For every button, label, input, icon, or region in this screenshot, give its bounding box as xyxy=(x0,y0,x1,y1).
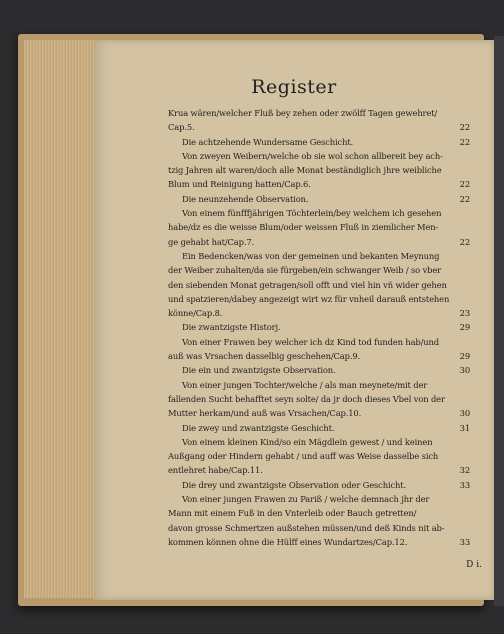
index-entry xyxy=(168,492,470,549)
entry-line xyxy=(168,378,470,392)
page-number: 22 xyxy=(456,135,470,149)
entry-text: Die achtzehende Wundersame Geschicht. xyxy=(182,136,354,147)
entry-text: Blum und Reinigung hatten/Cap.6. xyxy=(168,179,311,190)
entry-line xyxy=(168,220,470,234)
entry-text: Von einer jungen Frawen zu Pariß / welche demnach jhr der xyxy=(182,494,430,505)
entry-line xyxy=(168,320,470,334)
entry-line xyxy=(168,421,470,435)
page-number: 29 xyxy=(456,349,470,363)
index-entry xyxy=(168,206,470,249)
index-entry xyxy=(168,363,470,377)
entry-text: kommen können ohne die Hülff eines Wundartzes/Cap.12. xyxy=(168,536,408,547)
entry-line xyxy=(168,249,470,263)
entry-text: Außgang oder Hindern gehabt / und auff was Weise dasselbe sich xyxy=(168,451,439,462)
entry-text: Von einer Frawen bey welcher ich dz Kind tod funden hab/und xyxy=(182,336,440,347)
index-entry xyxy=(168,435,470,478)
page-edges xyxy=(24,40,95,598)
page-number: 22 xyxy=(456,235,470,249)
entry-line xyxy=(168,263,470,277)
index-entry xyxy=(168,478,470,492)
entry-text: habe/dz es die weisse Blum/oder weissen Fluß in ziemlicher Men- xyxy=(168,222,439,233)
entry-line xyxy=(168,449,470,463)
entry-line xyxy=(168,463,470,477)
entry-line xyxy=(168,478,470,492)
index-list xyxy=(168,106,470,549)
adjacent-page-edge xyxy=(494,36,504,606)
book-page xyxy=(94,40,494,600)
index-entry xyxy=(168,149,470,192)
index-entry xyxy=(168,249,470,320)
entry-line xyxy=(168,349,470,363)
page-number: 29 xyxy=(456,320,470,334)
page-number: 32 xyxy=(456,463,470,477)
entry-text: Cap.5. xyxy=(168,122,195,133)
entry-line xyxy=(168,120,470,134)
entry-line xyxy=(168,177,470,191)
entry-line xyxy=(168,163,470,177)
entry-text: Die zwey und zwantzigste Geschicht. xyxy=(182,422,335,433)
entry-text: könne/Cap.8. xyxy=(168,308,223,319)
entry-line xyxy=(168,292,470,306)
entry-text: ge gehabt hat/Cap.7. xyxy=(168,236,255,247)
entry-text: Von einem fünfffjährigen Töchterlein/bey welchem ich gesehen xyxy=(182,208,442,219)
entry-text: Von einer jungen Tochter/welche / als man meynete/mit der xyxy=(182,379,428,390)
index-entry xyxy=(168,421,470,435)
entry-line xyxy=(168,278,470,292)
index-entry xyxy=(168,335,470,364)
index-entry xyxy=(168,192,470,206)
entry-line xyxy=(168,521,470,535)
entry-text: der Weiber zuhalten/da sie fürgeben/ein schwanger Weib / so vber xyxy=(168,265,442,276)
page-number: 22 xyxy=(456,120,470,134)
entry-line xyxy=(168,192,470,206)
entry-text: Mann mit einem Fuß in den Vnterleib oder Bauch getretten/ xyxy=(168,508,417,519)
page-number: 30 xyxy=(456,406,470,420)
catchword: D i. xyxy=(466,560,482,570)
entry-text: Mutter herkam/und auß was Vrsachen/Cap.10. xyxy=(168,408,362,419)
entry-text: Von einem kleinen Kind/so ein Mägdlein gewest / und keinen xyxy=(182,436,433,447)
page-number: 33 xyxy=(456,535,470,549)
page-header: Register xyxy=(251,76,337,98)
index-entry xyxy=(168,106,470,135)
page-number: 31 xyxy=(456,421,470,435)
index-entry xyxy=(168,135,470,149)
entry-text: den siebenden Monat getragen/soll offt und viel hin vñ wider gehen xyxy=(168,279,447,290)
entry-text: fallenden Sucht behafftet seyn solte/ da jr doch dieses Vbel von der xyxy=(168,393,445,404)
entry-text: davon grosse Schmertzen außstehen müssen/und deß Kinds nit ab- xyxy=(168,522,445,533)
entry-text: Die ein und zwantzigste Observation. xyxy=(182,365,336,376)
entry-text: und spatzieren/dabey angezeigt wirt wz für vnheil darauß entstehen xyxy=(168,293,450,304)
entry-line xyxy=(168,135,470,149)
entry-text: Von zweyen Weibern/welche ob sie wol schon allbereit bey ach- xyxy=(182,150,443,161)
entry-line xyxy=(168,363,470,377)
entry-line xyxy=(168,149,470,163)
entry-text: Die zwantzigste Historj. xyxy=(182,322,281,333)
entry-line xyxy=(168,235,470,249)
entry-text: auß was Vrsachen dasselbig geschehen/Cap.9. xyxy=(168,351,361,362)
entry-line xyxy=(168,492,470,506)
entry-text: tzig Jahren alt waren/doch alle Monat beständiglich jhre weibliche xyxy=(168,165,442,176)
entry-line xyxy=(168,306,470,320)
entry-line xyxy=(168,206,470,220)
page-number: 23 xyxy=(456,306,470,320)
index-entry xyxy=(168,378,470,421)
page-number: 22 xyxy=(456,177,470,191)
page-number: 33 xyxy=(456,478,470,492)
index-entry xyxy=(168,320,470,334)
entry-line xyxy=(168,435,470,449)
page-number: 30 xyxy=(456,363,470,377)
entry-text: Ein Bedencken/was von der gemeinen und bekanten Meynung xyxy=(182,250,440,261)
entry-line xyxy=(168,335,470,349)
entry-text: Die neunzehende Observation. xyxy=(182,193,309,204)
page-number: 22 xyxy=(456,192,470,206)
entry-line xyxy=(168,406,470,420)
entry-text: Die drey und zwantzigste Observation oder Geschicht. xyxy=(182,479,407,490)
entry-text: entlehret habe/Cap.11. xyxy=(168,465,263,476)
entry-line xyxy=(168,535,470,549)
entry-text: Krua wären/welcher Fluß bey zehen oder zwölff Tagen gewehret/ xyxy=(168,108,438,118)
entry-line xyxy=(168,392,470,406)
entry-line xyxy=(168,106,470,120)
entry-line xyxy=(168,506,470,520)
